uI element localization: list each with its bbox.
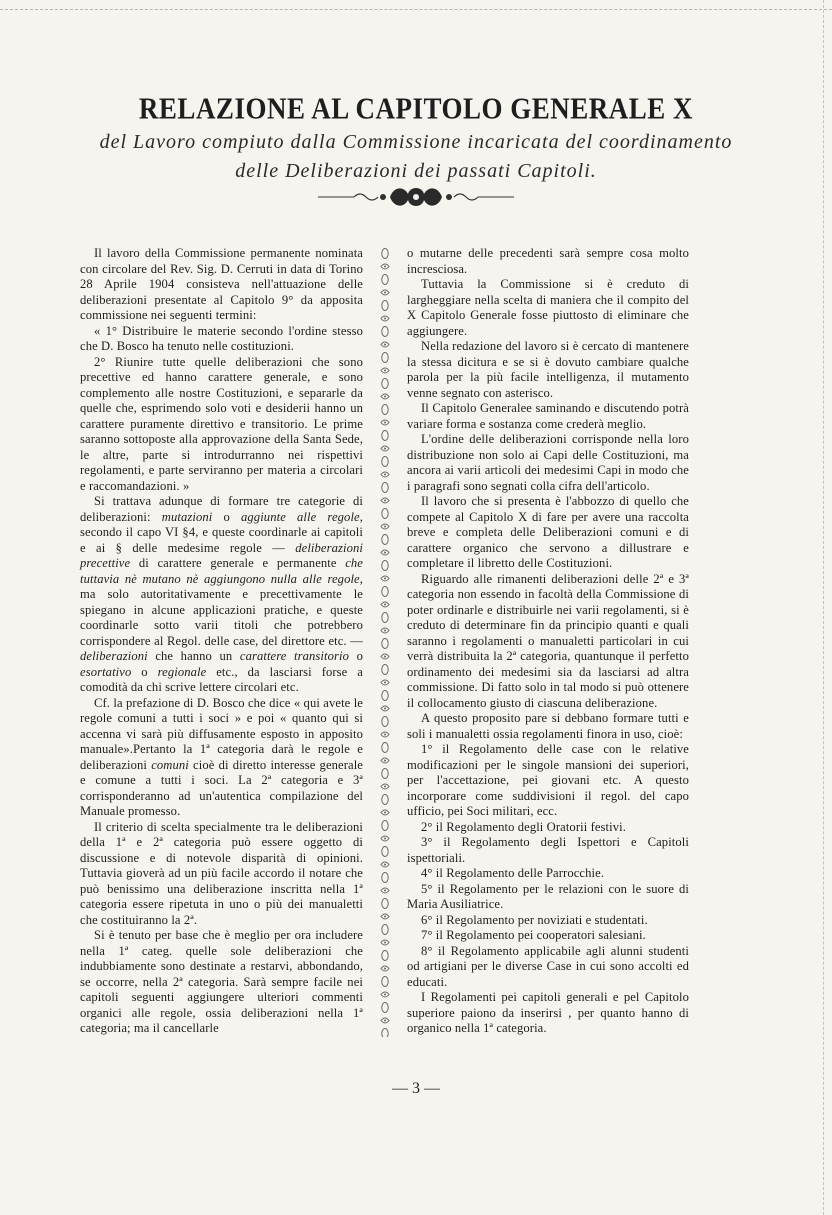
italic-term: carattere transitorio [239, 649, 350, 663]
italic-term: aggiunte alle regole [241, 509, 360, 524]
paragraph: Si è tenuto per base che è meglio per ora includere nella 1ª categ. quelle sole deliberazioni che indubbiamente sono destinate a restarvi, abbondando, se occorre, nella 2ª categoria. Sarà sempre facile nei capitoli seguenti aggiungere ulteriori commenti organici alle regole, ossia deliberazioni nella 1ª categoria; ma il cancellarle [80, 928, 363, 1035]
paragraph: Il criterio di scelta specialmente tra le deliberazioni della 1ª e 2ª categoria può essere oggetto di discussione e di notevole disparità di opinioni. Tuttavia gioverà ad un più facile accordo il notare che può benissimo una deliberazione inscritta nella 1ª categoria essere ripetuta in uno o più dei manualetti che costituiranno la 2ª. [80, 819, 363, 927]
page-title: RELAZIONE AL CAPITOLO GENERALE X [138, 90, 694, 126]
italic-term: deliberazioni [80, 649, 148, 663]
paragraph: Nella redazione del lavoro si è cercato di mantenere la stessa dicitura e se si è dovuto cambiare qualche parola per la più facile intelligenza, il mutamento venne segnato con asterisco. [407, 339, 689, 400]
list-item: 7° il Regolamento pei cooperatori salesiani. [421, 928, 646, 942]
ornamental-chain-divider [378, 247, 392, 1037]
italic-term: comuni [151, 757, 189, 772]
paragraph: L'ordine delle deliberazioni corrisponde nella loro distribuzione non solo ai Capi delle Costituzioni, ma ancora ai varii articoli dei medesimi Capi in modo che i paragrafi sono segnati colla cifra dell'articolo. [407, 432, 689, 493]
paragraph: Il lavoro che si presenta è l'abbozzo di quello che compete al Capitolo X di fare per avere una raccolta breve e completa delle Deliberazioni comuni e di carattere organico che servono a dillustrare e completare il libretto delle Costituzioni. [407, 494, 689, 570]
list-item: 6° il Regolamento per noviziati e studentati. [421, 912, 648, 927]
list-item: 1° il Regolamento delle case con le relative modificazioni per le singole mansioni dei superiori, per l'accettazione, pei giovani etc. A questo incorporare come suddivisioni il regol. del capo ufficio, pei Soci militari, ecc. [407, 742, 689, 818]
text-run: o [349, 649, 363, 663]
text-run: di carattere generale e permanente [130, 556, 346, 570]
list-item: 8° il Regolamento applicabile agli alunni studenti od artigiani per le diverse Case in cui sono accolti ed educati. [407, 943, 689, 989]
paragraph: Il lavoro della Commissione permanente nominata con circolare del Rev. Sig. D. Cerruti in data di Torino 28 Aprile 1904 consisteva nell'attuazione delle deliberazioni presentate al Capitolo 9° da apposita commissione nei seguenti termini: [80, 246, 363, 322]
text-run: Cf. la prefazione di D. Bosco che dice « qui avete le regole comuni a tutti i soci » e poi « quanto qui si accenna vi sarà più diffusamente esposto in apposito manuale».Pertanto la 1ª categoria darà le regole e deliberazioni [80, 695, 363, 772]
paragraph: Il Capitolo Generalee saminando e discutendo potrà variare forma e sostanza come crederà meglio. [407, 401, 689, 431]
text-run: , ma solo autoritativamente e precettivamente le spiegano in alcune applicazioni pratiche, e queste coordinarle sotto varii titoli che potrebbero corrispondere al Regol. delle case, del direttore etc. — [80, 571, 363, 648]
text-run: Si trattava adunque di formare tre categorie di deliberazioni: [80, 494, 363, 524]
paragraph [80, 696, 363, 820]
text-run: etc., da lasciarsi forse a comodità da chi scrive lettere circolari etc. [80, 664, 363, 694]
right-column-text [407, 246, 689, 1037]
text-run: o [131, 664, 158, 679]
paragraph [80, 494, 363, 696]
paragraph: Tuttavia la Commissione si è creduto di largheggiare nella scelta di maniera che il compito del X Capitolo Generale fosse piuttosto di eliminare che aggiungere. [407, 277, 689, 338]
text-run: o [212, 509, 242, 524]
subtitle-line-2: delle Deliberazioni dei passati Capitoli. [235, 160, 597, 182]
text-run: che hanno un [147, 649, 240, 663]
italic-term: che tuttavia nè mutano nè aggiungono nulla alle regole [80, 556, 363, 586]
subtitle-line-1: del Lavoro compiuto dalla Commissione incaricata del coordinamento [99, 131, 733, 153]
paragraph: Riguardo alle rimanenti deliberazioni delle 2ª e 3ª categoria non essendo in facoltà della Commissione di poter ordinarle e distribuirle nei varii regolamenti, si è creduto di determinare fin da principio quanti e quali saranno i regolamenti o manualetti particolari in cui verrà distribuita la 2ª categoria, quantunque il perfetto ordinamento dei medesimi sia da lasciarsi ad altra commissione. Di fatto solo in tal modo si può ottenere il collocamento giusto di ciascuna deliberazione. [407, 571, 689, 710]
list-item: 5° il Regolamento per le relazioni con le suore di Maria Ausiliatrice. [407, 881, 689, 911]
italic-term: regionale [157, 664, 207, 679]
italic-term: deliberazioni precettive [80, 540, 363, 570]
fleuron-ornament-icon [0, 185, 832, 209]
text-run: , secondo il capo VI §4, e queste coordinarle ai capitoli e ai § delle medesime regole — [80, 509, 363, 555]
page-number: — 3 — [392, 1080, 440, 1097]
left-column-text [80, 246, 363, 1037]
list-item: 4° il Regolamento delle Parrocchie. [421, 866, 605, 880]
text-run: cioè di diretto interesse generale e comune a tutti i soci. La 2ª categoria e 3ª corrisponderanno ad un'autentica compilazione del Manuale promesso. [80, 757, 364, 818]
paragraph: o mutarne delle precedenti sarà sempre cosa molto incresciosa. [407, 246, 689, 276]
italic-term: esortativo [80, 664, 132, 679]
paragraph: « 1° Distribuire le materie secondo l'ordine stesso che D. Bosco ha tenuto nelle costituzioni. [80, 323, 363, 353]
list-item: 2° il Regolamento degli Oratorii festivi. [421, 819, 626, 834]
list-item: 3° il Regolamento degli Ispettori e Capitoli ispettoriali. [407, 835, 689, 865]
paragraph: A questo proposito pare si debbano formare tutti e soli i manualetti ossia regolamenti finora in uso, cioè: [407, 711, 689, 741]
italic-term: mutazioni [161, 509, 213, 524]
paragraph: 2° Riunire tutte quelle deliberazioni che sono precettive ed hanno carattere generale, e sono complemento alle nostre Costituzioni, e separarle da quelle che, esprimendo solo voti e desiderii hanno un carattere puramente direttivo e transitorio. Le prime saranno sottoposte alla approvazione della Santa Sede, le altre, parte si introdurranno nei rispettivi regolamenti, e parte serviranno per materia a circolari e raccomandazioni. » [80, 354, 363, 493]
paragraph: I Regolamenti pei capitoli generali e pel Capitolo superiore paiono da inserirsi , per quanto hanno di organico nella 1ª categoria. [407, 990, 689, 1035]
top-edge-rule [0, 9, 832, 10]
